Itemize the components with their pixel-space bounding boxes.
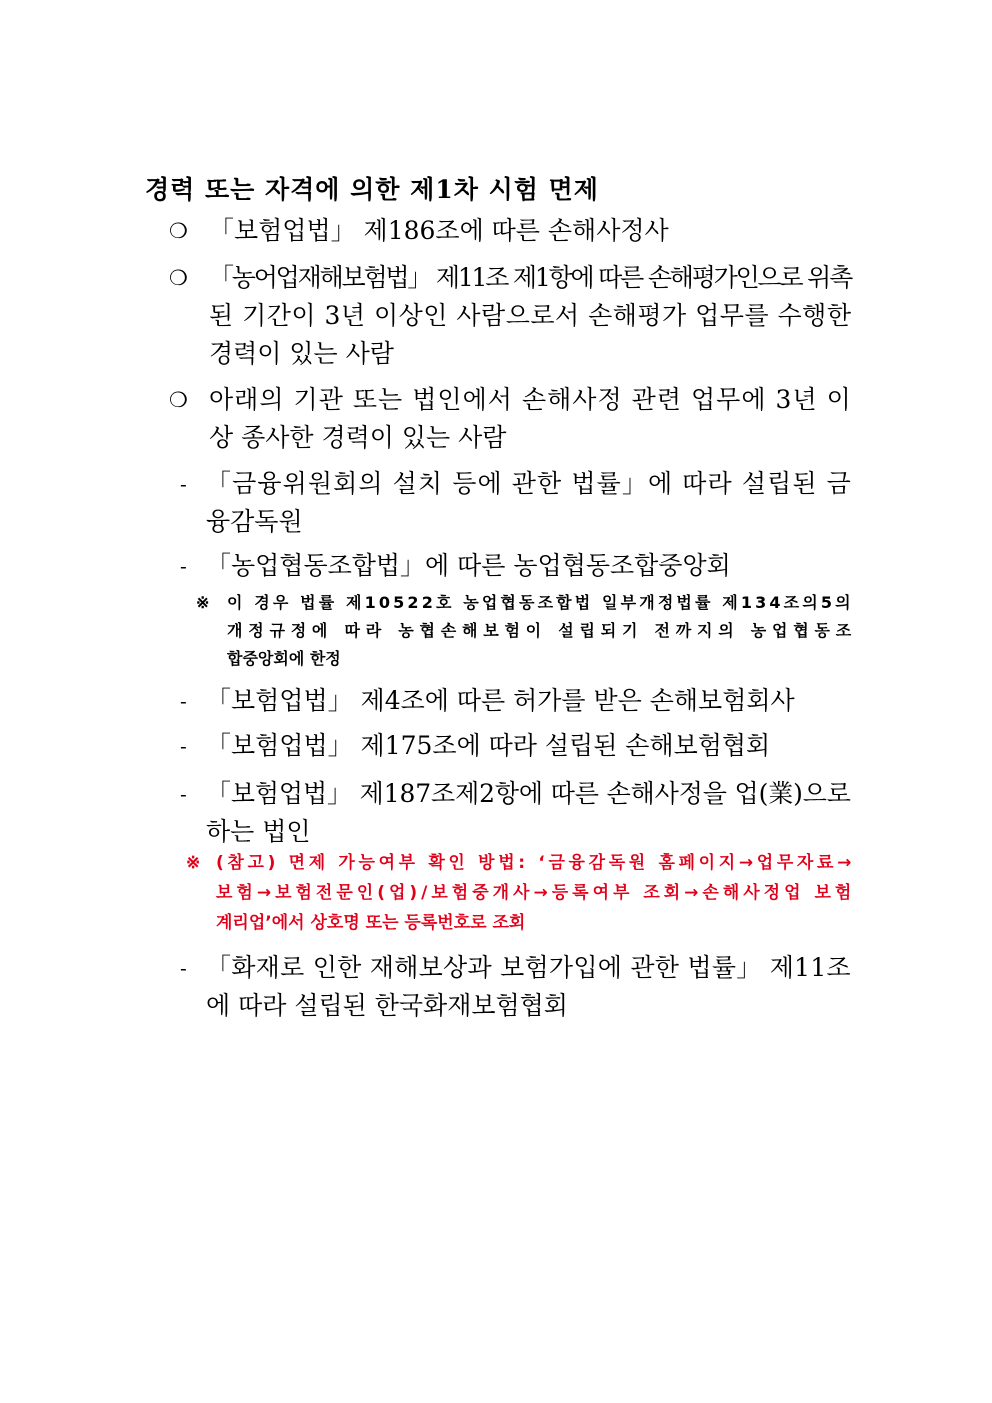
reference-line: 보험→보험전문인(업)/보험중개사→등록여부 조회→손해사정업 보험: [216, 883, 856, 903]
sub-list-item: [206, 682, 851, 720]
sub-list-item-line: 융감독원: [206, 507, 303, 536]
dash-bullet-icon: -: [180, 734, 187, 758]
list-item: [209, 381, 851, 457]
list-item: [209, 212, 851, 250]
list-item-line: 상 종사한 경력이 있는 사람: [209, 423, 507, 452]
sub-list-item-line: 하는 법인: [206, 817, 311, 846]
sub-list-item-line: 에 따라 설립된 한국화재보험협회: [206, 991, 568, 1020]
reference-mark-icon: ※: [186, 853, 201, 873]
dash-bullet-icon: -: [180, 554, 187, 578]
dash-bullet-icon: -: [180, 472, 187, 496]
sub-list-item-line: 「화재로 인한 재해보상과 보험가입에 관한 법률」 제11조: [206, 953, 851, 982]
reference-line: 계리업’에서 상호명 또는 등록번호로 조회: [216, 913, 526, 933]
list-item-line: 된 기간이 3년 이상인 사람으로서 손해평가 업무를 수행한: [209, 301, 852, 330]
sub-list-item-line: 「보험업법」 제175조에 따라 설립된 손해보험협회: [206, 731, 771, 760]
sub-list-item: [206, 465, 851, 541]
dash-bullet-icon: -: [180, 689, 187, 713]
reference-line: (참고) 면제 가능여부 확인 방법: ‘금융감독원 홈페이지→업무자료→: [216, 853, 856, 873]
dash-bullet-icon: -: [180, 956, 187, 980]
note-line: 이 경우 법률 제10522호 농업협동조합법 일부개정법률 제134조의5의: [227, 593, 854, 612]
note: [227, 589, 857, 673]
section-heading: 경력 또는 자격에 의한 제1차 시험 면제: [145, 175, 599, 204]
sub-list-item-line: 「농업협동조합법」에 따른 농업협동조합중앙회: [206, 551, 731, 580]
sub-list-item: [206, 949, 851, 1025]
sub-list-item: [206, 727, 851, 765]
list-item: [209, 259, 851, 373]
circle-bullet-icon: ❍: [169, 266, 188, 290]
circle-bullet-icon: ❍: [169, 388, 188, 412]
note-line: 합중앙회에 한정: [227, 649, 341, 668]
circle-bullet-icon: ❍: [169, 219, 188, 243]
dash-bullet-icon: -: [180, 782, 187, 806]
list-item-line: 경력이 있는 사람: [209, 339, 394, 368]
sub-list-item-line: 「금융위원회의 설치 등에 관한 법률」에 따라 설립된 금: [206, 469, 852, 498]
sub-list-item: [206, 547, 851, 585]
sub-list-item-line: 「보험업법」 제187조제2항에 따른 손해사정을 업(業)으로: [206, 779, 851, 808]
list-item-line: 「농어업재해보험법」 제11조 제1항에 따른 손해평가인으로 위촉: [209, 263, 852, 292]
list-item-line: 아래의 기관 또는 법인에서 손해사정 관련 업무에 3년 이: [209, 385, 852, 414]
note-mark-icon: ※: [196, 593, 210, 612]
reference-note: [216, 848, 856, 938]
note-line: 개정규정에 따라 농협손해보험이 설립되기 전까지의 농업협동조: [227, 621, 857, 640]
sub-list-item-line: 「보험업법」 제4조에 따른 허가를 받은 손해보험회사: [206, 686, 795, 715]
list-item-line: 「보험업법」 제186조에 따른 손해사정사: [209, 216, 669, 245]
sub-list-item: [206, 775, 851, 851]
